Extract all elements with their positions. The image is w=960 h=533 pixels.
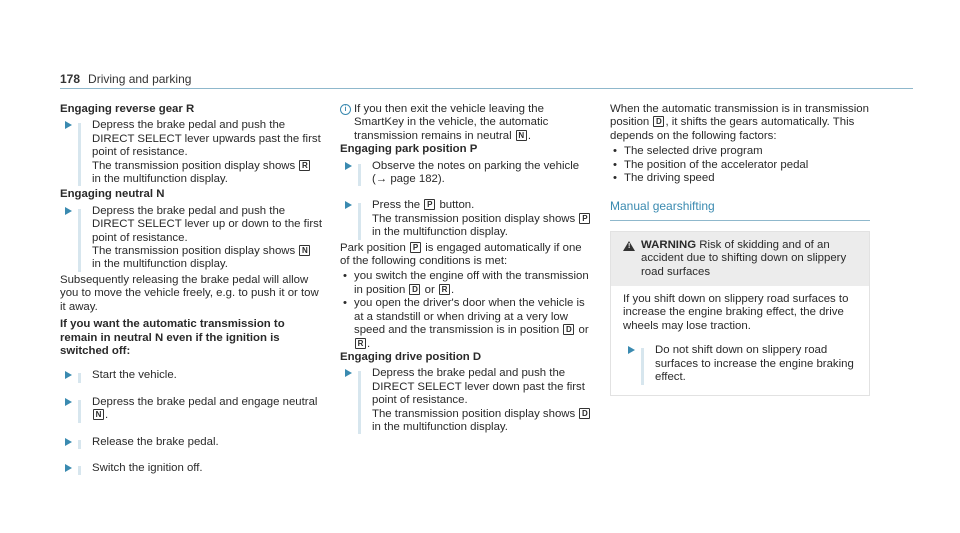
step-bar: [358, 371, 361, 434]
section-divider: [610, 220, 870, 221]
warning-title: Risk of skidding and of an accident due to shifting down on slippery road surfaces: [641, 238, 847, 278]
key-p-icon: P: [579, 213, 590, 224]
list-item: • The position of the accelerator pedal: [610, 159, 870, 172]
list-item: • you open the driver's door when the vehicle is at a standstill or when driving at a very low speed and the transmission is in position D or R .: [340, 297, 592, 351]
heading-neutral: Engaging neutral N: [60, 188, 165, 201]
list-item: • you switch the engine off with the transmission in position D or R .: [340, 270, 592, 297]
info-icon: i: [340, 104, 351, 115]
park-conditions: [340, 270, 592, 350]
step-bar: [78, 440, 81, 449]
step-switch-off: Switch the ignition off.: [60, 462, 322, 475]
key-d-icon: D: [653, 116, 664, 127]
warning-box: [610, 231, 870, 396]
list-item: • The selected drive program: [610, 145, 870, 158]
page-link[interactable]: (→ page 182).: [372, 173, 445, 186]
arrow-icon: [65, 207, 72, 215]
key-n-icon: N: [299, 245, 310, 256]
key-r-icon: R: [355, 338, 366, 349]
step-bar: [78, 400, 81, 423]
warning-label: WARNING: [641, 238, 697, 251]
key-r-icon: R: [299, 160, 310, 171]
key-d-icon: D: [563, 324, 574, 335]
arrow-icon: [345, 162, 352, 170]
step-start: Start the vehicle.: [60, 369, 322, 382]
heading-reverse: Engaging reverse gear R: [60, 103, 195, 115]
warning-step: Do not shift down on slippery road surfaces to increase the engine braking effect.: [623, 344, 857, 384]
step-press-p: Press the P button. The transmission position display shows P in the multifunction display.: [340, 199, 592, 239]
arrow-icon: [65, 371, 72, 379]
factor-list: [610, 145, 870, 185]
step-text: Depress the brake pedal and push the DIRECT SELECT lever upwards past the first point of resistance.: [92, 119, 321, 159]
key-r-icon: R: [439, 284, 450, 295]
page-number: 178: [60, 72, 81, 86]
step-bar: [641, 348, 644, 384]
column-right: [610, 103, 870, 396]
key-d-icon: D: [409, 284, 420, 295]
list-item: • The driving speed: [610, 172, 870, 185]
column-left: [60, 103, 322, 477]
para-subsequently: Subsequently releasing the brake pedal will allow you to move the vehicle freely, e.g. to push it or tow it away.: [60, 273, 319, 313]
header-divider: [60, 88, 913, 89]
arrow-icon: [65, 121, 72, 129]
section-name: Driving and parking: [88, 72, 192, 86]
key-n-icon: N: [93, 409, 104, 420]
arrow-icon: [345, 369, 352, 377]
warning-header: ! WARNING Risk of skidding and of an accident due to shifting down on slippery road surfaces: [611, 232, 869, 286]
arrow-icon: [65, 464, 72, 472]
para-auto: When the automatic transmission is in transmission position D , it shifts the gears automatically. This depends on the following factors:: [610, 103, 869, 142]
column-middle: [340, 103, 592, 436]
section-title: Manual gearshifting: [610, 199, 715, 214]
step-reverse: [60, 119, 322, 186]
step-drive: Depress the brake pedal and push the DIRECT SELECT lever down past the first point of resistance. The transmission position display shows D in the multifunction display.: [340, 367, 592, 434]
warning-body: If you shift down on slippery road surfaces to increase the engine braking effect, the drive wheels may lose traction. Do not shift down on slippery road surfaces to increase the engine braking effect.: [611, 286, 869, 394]
step-result: The transmission position display shows R in the multifunction display.: [92, 160, 322, 187]
step-text: Depress the brake pedal and push the DIRECT SELECT lever up or down to the first point of resistance.: [92, 204, 323, 244]
heading-drive: Engaging drive position D: [340, 350, 482, 363]
page-header: [60, 73, 191, 86]
arrow-icon: [345, 201, 352, 209]
heading-remain-neutral: If you want the automatic transmission to remain in neutral N even if the ignition is switched off:: [60, 318, 285, 357]
para-park: Park position P is engaged automatically if one of the following conditions is met:: [340, 241, 582, 268]
step-bar: [358, 203, 361, 239]
arrow-icon: [65, 398, 72, 406]
step-observe: Observe the notes on parking the vehicle (→ page 182).: [340, 160, 592, 187]
step-engage-neutral: Depress the brake pedal and engage neutral N .: [60, 396, 322, 423]
step-bar: [358, 164, 361, 187]
arrow-icon: [65, 438, 72, 446]
key-p-icon: P: [424, 199, 435, 210]
step-bar: [78, 123, 81, 186]
step-result: The transmission position display shows N in the multifunction display.: [92, 245, 322, 272]
step-neutral: [60, 205, 322, 272]
info-note: i If you then exit the vehicle leaving the SmartKey in the vehicle, the automatic transmission remains in neutral N .: [340, 103, 592, 143]
step-release: Release the brake pedal.: [60, 436, 322, 449]
key-d-icon: D: [579, 408, 590, 419]
arrow-icon: [628, 346, 635, 354]
step-bar: [78, 209, 81, 272]
heading-park: Engaging park position P: [340, 143, 478, 156]
step-bar: [78, 466, 81, 475]
key-n-icon: N: [516, 130, 527, 141]
key-p-icon: P: [410, 242, 421, 253]
step-bar: [78, 373, 81, 382]
